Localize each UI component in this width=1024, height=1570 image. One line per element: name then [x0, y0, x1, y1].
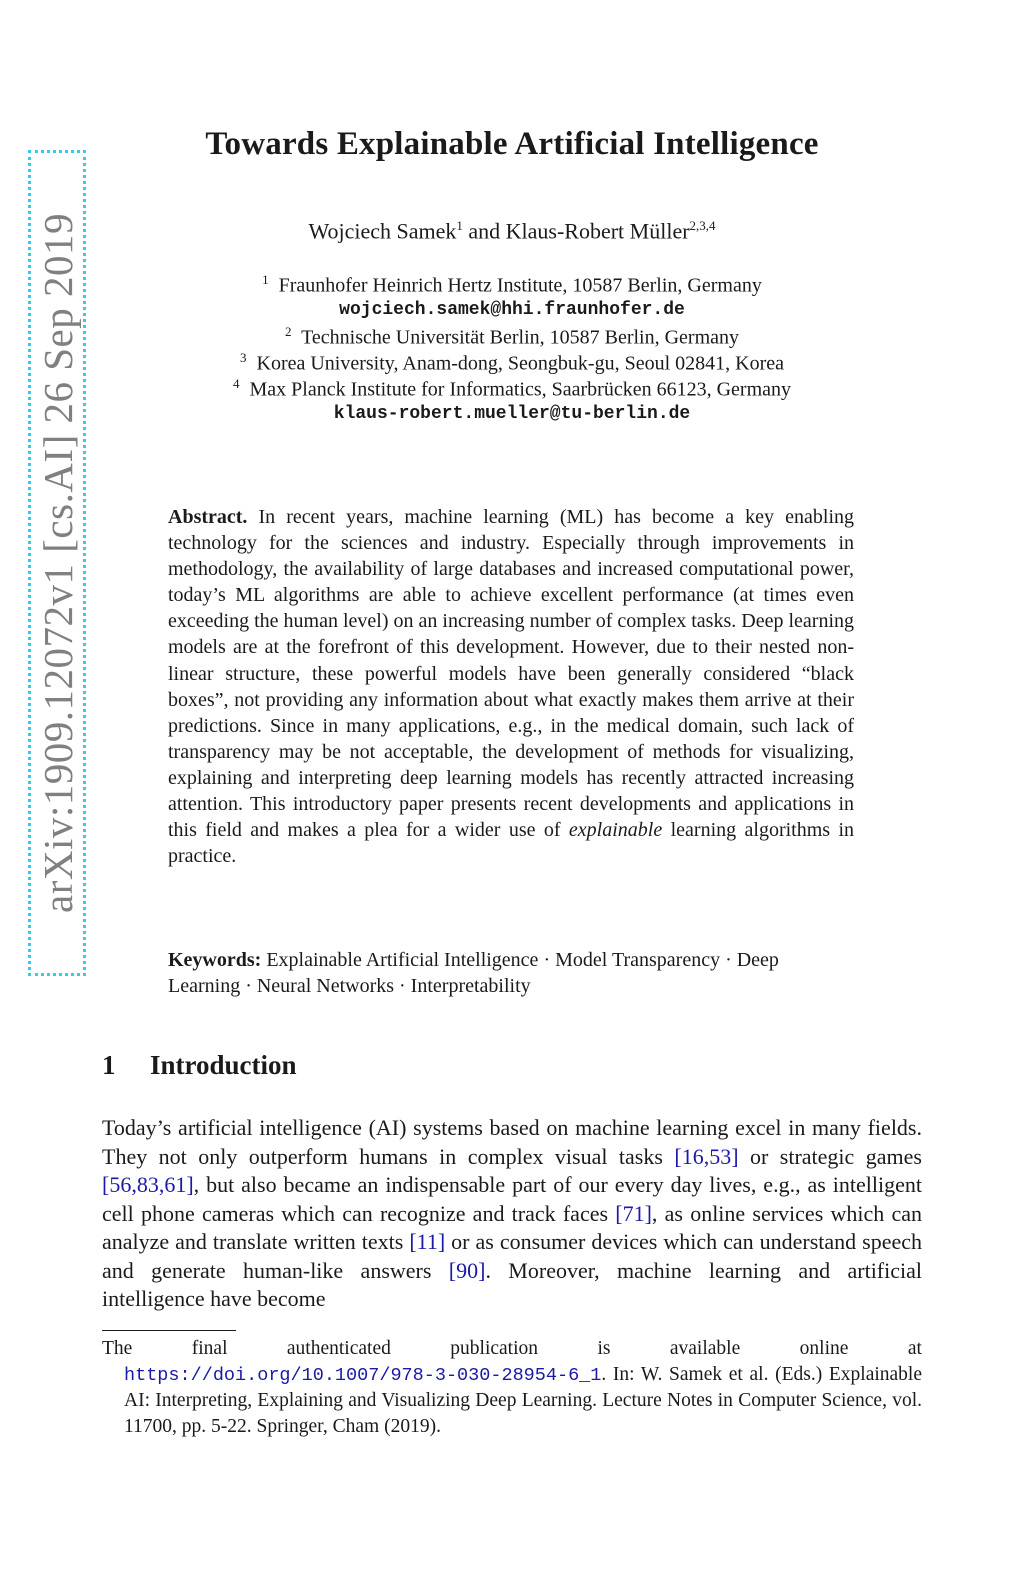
intro-text-2: or strategic games: [738, 1143, 922, 1169]
footnote-first-line: [102, 1336, 922, 1362]
section-number: 1: [102, 1050, 116, 1080]
footnote-word: online: [799, 1338, 849, 1359]
citation-11[interactable]: [11]: [409, 1229, 446, 1254]
footnote-word: is: [597, 1338, 611, 1359]
affiliation-3-sup: 3: [240, 350, 247, 365]
intro-text-4: , as online services which can analyze and translate written texts: [102, 1200, 922, 1254]
keywords-text: Explainable Artificial Intelligence · Model Transparency · Deep Learning · Neural Networks · Interpretability: [168, 949, 779, 997]
arxiv-stamp[interactable]: arXiv:1909.12072v1 [cs.AI] 26 Sep 2019: [35, 213, 81, 913]
citation-71[interactable]: [71]: [615, 1200, 652, 1226]
email-mueller[interactable]: klaus-robert.mueller@tu-berlin.de: [333, 404, 691, 424]
affiliation-1-sup: 1: [262, 272, 269, 287]
intro-text-5: or as consumer devices which can understand speech and generate human-like answers: [102, 1229, 922, 1283]
intro-text-3: , but also became an indispensable part of our every day lives, e.g., as intelligent cell phone cameras which can recognize and track faces: [102, 1172, 922, 1226]
citation-16-53[interactable]: [16,53]: [674, 1143, 739, 1169]
affiliation-4-text: Max Planck Institute for Informatics, Saarbrücken 66123, Germany: [249, 378, 791, 401]
citation-90[interactable]: [90]: [448, 1257, 486, 1283]
footnote-word: authenticated: [286, 1338, 391, 1359]
affiliation-2-text: Technische Universität Berlin, 10587 Berlin, Germany: [301, 326, 740, 349]
author-muller: Klaus-Robert Müller: [505, 218, 690, 244]
keywords-label: Keywords:: [168, 949, 262, 971]
footnote-rule: [102, 1330, 236, 1331]
footnote-word: final: [191, 1338, 228, 1359]
section-title: Introduction: [150, 1050, 297, 1080]
intro-paragraph: [102, 1114, 922, 1314]
keywords: [168, 947, 854, 999]
author-line: [0, 218, 1024, 244]
author-muller-sup: 2,3,4: [689, 218, 716, 233]
abstract-label: Abstract.: [168, 506, 248, 528]
affiliation-2: [0, 324, 1024, 350]
affiliation-4: [0, 376, 1024, 402]
intro-text-1: Today’s artificial intelligence (AI) systems based on machine learning excel in many fields. They not only outperform humans in complex visual tasks: [102, 1115, 922, 1169]
footnote-word: The: [102, 1338, 133, 1359]
paper-title: Towards Explainable Artificial Intelligence: [205, 126, 819, 162]
affiliation-4-sup: 4: [232, 376, 240, 391]
footnote-doi-link[interactable]: https://doi.org/10.1007/978-3-030-28954-6_1: [124, 1364, 602, 1386]
affiliation-3: [0, 350, 1024, 376]
author-samek: Wojciech Samek: [308, 218, 457, 244]
citation-56-83-61[interactable]: [56,83,61]: [102, 1172, 194, 1197]
author-and: and: [468, 218, 501, 244]
affiliation-1: [0, 272, 1024, 298]
email-samek[interactable]: wojciech.samek@hhi.fraunhofer.de: [339, 300, 685, 320]
section-heading: [102, 1050, 297, 1081]
footnote: [102, 1336, 922, 1439]
footnote-word: publication: [450, 1338, 539, 1359]
abstract-text-1: In recent years, machine learning (ML) has become a key enabling technology for the sciences and industry. Especially through improvements in methodology, the availability of large databases and increased computational power, today’s ML algorithms are able to achieve excellent performance (at times even exceeding the human level) on an increasing number of complex tasks. Deep learning models are at the forefront of this development. However, due to their nested non-linear structure, these powerful models have been generally considered “black boxes”, not providing any information about what exactly makes them arrive at their predictions. Since in many applications, e.g., in the medical domain, such lack of transparency may be not acceptable, the development of methods for visualizing, explaining and interpreting deep learning models has recently attracted increasing attention. This introductory paper presents recent developments and applications in this field and makes a plea for a wider use of: [168, 506, 854, 842]
abstract: [168, 504, 854, 869]
footnote-word: at: [907, 1338, 922, 1359]
affiliation-2-sup: 2: [284, 324, 292, 339]
author-samek-sup: 1: [456, 218, 463, 233]
footnote-body: [102, 1362, 922, 1440]
affiliation-1-text: Fraunhofer Heinrich Hertz Institute, 10587 Berlin, Germany: [278, 274, 762, 297]
intro-text-6: . Moreover, machine learning and artificial intelligence have become: [102, 1257, 922, 1311]
abstract-emph: explainable: [568, 819, 663, 842]
footnote-word: available: [669, 1338, 741, 1359]
abstract-text-2: learning algorithms in practice.: [168, 819, 854, 868]
affiliation-3-text: Korea University, Anam-dong, Seongbuk-gu, Seoul 02841, Korea: [256, 352, 784, 375]
footnote-rest: . In: W. Samek et al. (Eds.) Explainable AI: Interpreting, Explaining and Visualizing Deep Learning. Lecture Notes in Computer Science, vol. 11700, pp. 5-22. Springer, Cham (2019).: [124, 1363, 922, 1437]
